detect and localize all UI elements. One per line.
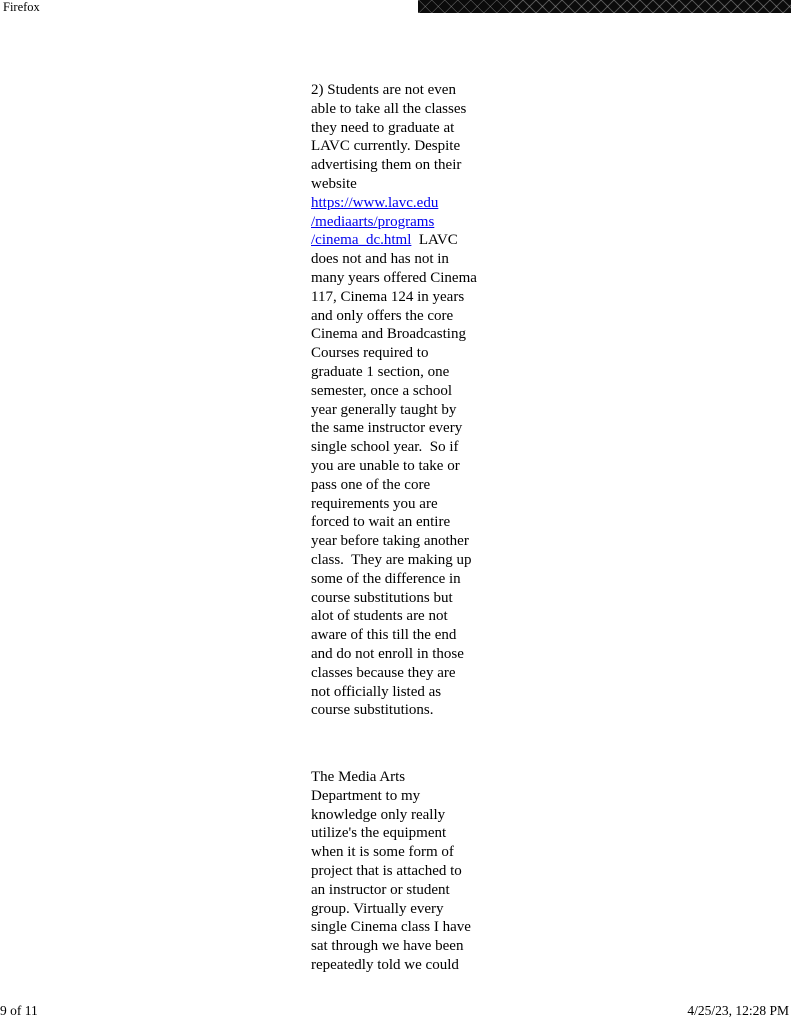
text-line: [311, 956, 501, 975]
text-segment: single Cinema class I have: [311, 919, 471, 936]
text-line: [311, 213, 501, 232]
text-segment: an instructor or student: [311, 881, 450, 898]
text-line: [311, 175, 501, 194]
text-line: [311, 119, 501, 138]
text-segment: year before taking another: [311, 533, 469, 550]
text-segment: The Media Arts: [311, 769, 406, 786]
text-line: [311, 194, 501, 213]
text-line: [311, 532, 501, 551]
text-line: [311, 626, 501, 645]
text-segment: Department to my: [311, 787, 421, 804]
text-line: [311, 824, 501, 843]
print-timestamp: 4/25/23, 12:28 PM: [687, 1003, 789, 1018]
text-segment: course substitutions.: [311, 702, 434, 719]
text-segment: when it is some form of: [311, 844, 454, 861]
text-segment: knowledge only really: [311, 806, 446, 823]
text-line: [311, 344, 501, 363]
text-segment: pass one of the core: [311, 476, 431, 493]
text-line: [311, 419, 501, 438]
text-line: [311, 81, 501, 100]
text-line: [311, 457, 501, 476]
text-line: [311, 843, 501, 862]
text-segment: website: [311, 175, 357, 192]
text-line: [311, 607, 501, 626]
page-number: 9 of 11: [0, 1003, 38, 1018]
paragraph: [311, 81, 501, 720]
text-line: [311, 476, 501, 495]
text-line: [311, 937, 501, 956]
text-segment: course substitutions but: [311, 589, 453, 606]
text-segment: Cinema and Broadcasting: [311, 326, 466, 343]
text-segment: does not and has not in: [311, 251, 449, 268]
text-segment: 2) Students are not even: [311, 82, 456, 98]
text-segment: Courses required to: [311, 345, 429, 362]
text-segment: able to take all the classes: [311, 100, 467, 117]
text-line: [311, 787, 501, 806]
text-line: [311, 589, 501, 608]
text-segment: and only offers the core: [311, 307, 454, 324]
text-segment: the same instructor every: [311, 420, 463, 437]
text-line: [311, 382, 501, 401]
text-segment: some of the difference in: [311, 570, 461, 587]
redacted-url-bar: [418, 0, 791, 13]
text-line: [311, 363, 501, 382]
text-segment: and do not enroll in those: [311, 645, 464, 662]
print-header-title: Firefox: [3, 0, 40, 14]
text-segment: LAVC currently. Despite: [311, 138, 461, 155]
text-line: [311, 701, 501, 720]
text-line: [311, 513, 501, 532]
hyperlink[interactable]: https://www.lavc.edu: [311, 194, 439, 211]
text-line: [311, 269, 501, 288]
text-line: [311, 231, 501, 250]
text-line: [311, 401, 501, 420]
text-column: [311, 81, 501, 975]
text-segment: they need to graduate at: [311, 119, 455, 136]
text-line: [311, 900, 501, 919]
text-segment: requirements you are: [311, 495, 438, 512]
text-segment: many years offered Cinema: [311, 269, 477, 286]
hyperlink[interactable]: /cinema_dc.html: [311, 232, 412, 249]
text-segment: class. They are making up: [311, 551, 472, 568]
text-line: [311, 495, 501, 514]
text-segment: year generally taught by: [311, 401, 457, 418]
text-line: [311, 768, 501, 787]
text-segment: project that is attached to: [311, 863, 462, 880]
text-segment: semester, once a school: [311, 382, 453, 399]
text-segment: single school year. So if: [311, 439, 459, 456]
text-line: [311, 288, 501, 307]
text-line: [311, 570, 501, 589]
text-line: [311, 307, 501, 326]
text-segment: repeatedly told we could: [311, 957, 459, 974]
text-segment: sat through we have been: [311, 938, 464, 955]
text-segment: you are unable to take or: [311, 457, 460, 474]
text-segment: 117, Cinema 124 in years: [311, 288, 465, 305]
text-line: [311, 806, 501, 825]
text-line: [311, 250, 501, 269]
text-segment: group. Virtually every: [311, 900, 444, 917]
text-segment: aware of this till the end: [311, 627, 457, 644]
paragraph: [311, 768, 501, 975]
text-segment: advertising them on their: [311, 157, 462, 174]
text-segment: alot of students are not: [311, 608, 448, 625]
text-line: [311, 664, 501, 683]
text-segment: forced to wait an entire: [311, 514, 451, 531]
text-line: [311, 156, 501, 175]
text-line: [311, 881, 501, 900]
text-line: [311, 683, 501, 702]
text-segment: utilize's the equipment: [311, 825, 447, 842]
text-segment: classes because they are: [311, 664, 456, 681]
text-segment: not officially listed as: [311, 683, 442, 700]
text-line: [311, 551, 501, 570]
text-line: [311, 918, 501, 937]
text-line: [311, 325, 501, 344]
text-segment: LAVC: [411, 232, 458, 249]
text-line: [311, 645, 501, 664]
text-line: [311, 438, 501, 457]
text-line: [311, 862, 501, 881]
text-line: [311, 100, 501, 119]
text-segment: graduate 1 section, one: [311, 363, 450, 380]
hyperlink[interactable]: /mediaarts/programs: [311, 213, 435, 230]
text-line: [311, 137, 501, 156]
